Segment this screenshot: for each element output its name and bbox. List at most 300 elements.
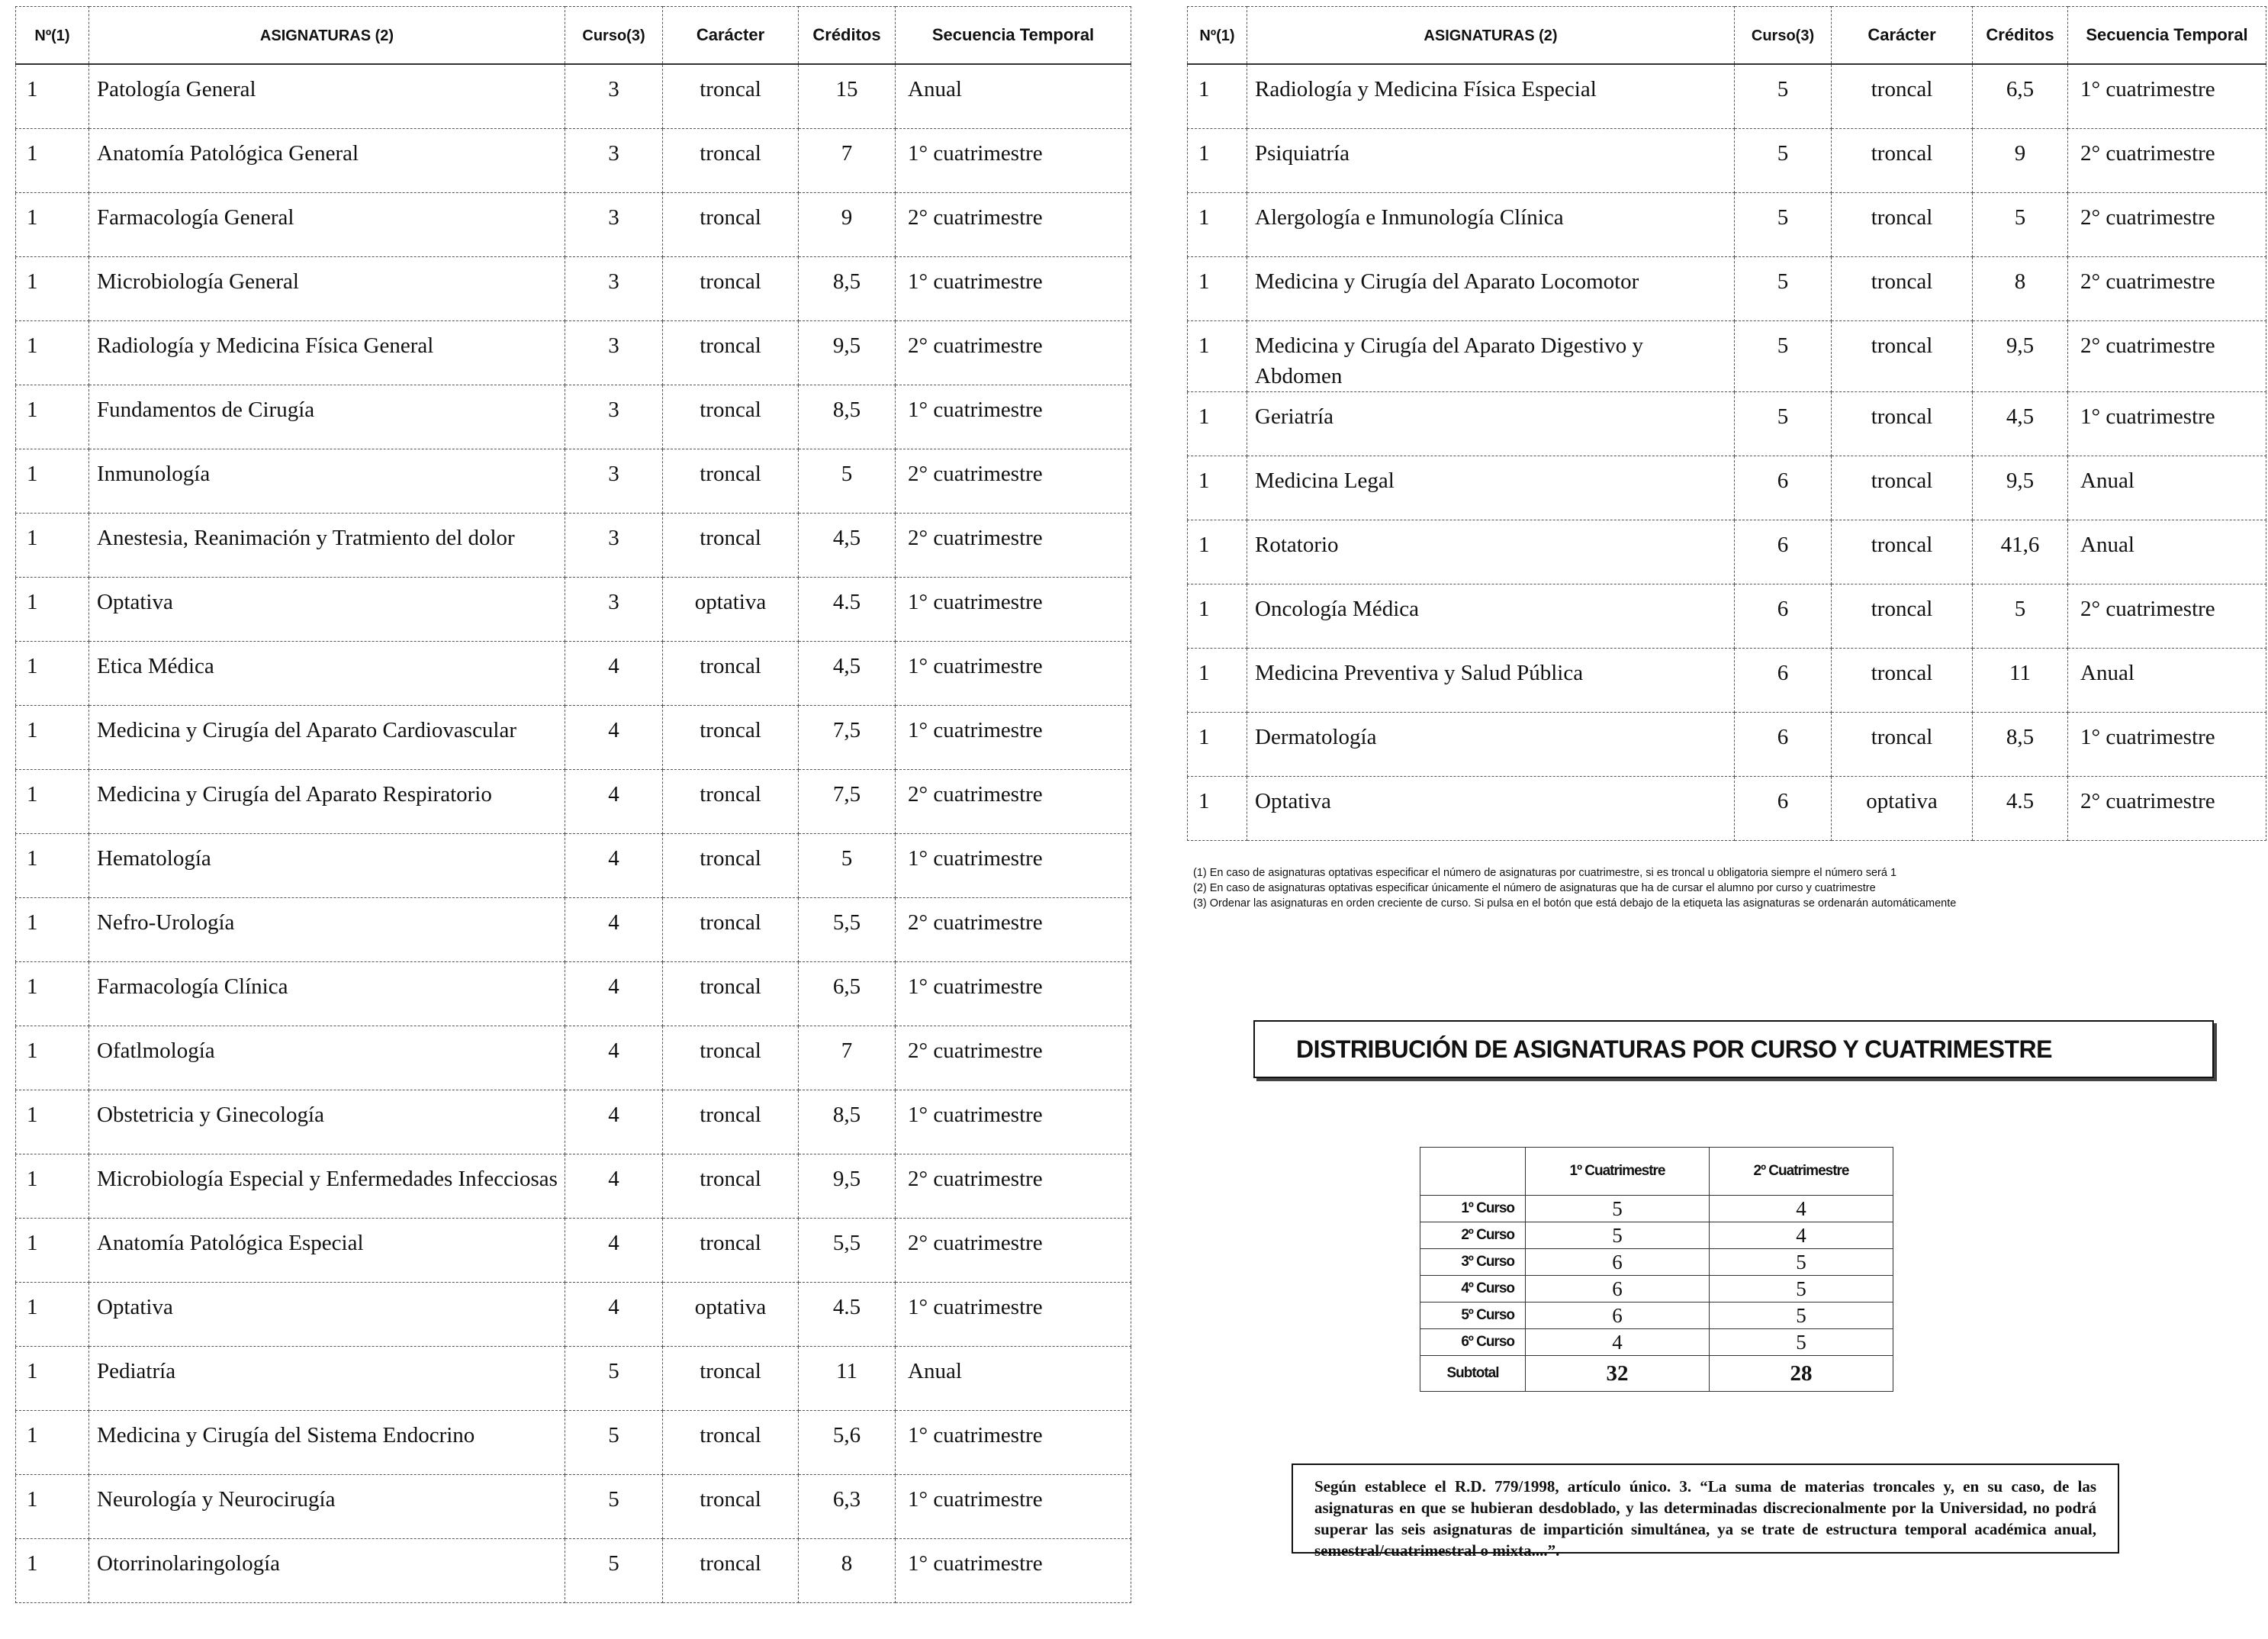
subject-creditos: 4.5 <box>799 577 896 641</box>
count-c2: 5 <box>1710 1303 1893 1329</box>
subject-creditos: 7 <box>799 1026 896 1090</box>
table-row <box>1188 776 2266 840</box>
distribution-row <box>1420 1249 1893 1276</box>
subject-caracter: troncal <box>663 833 799 897</box>
footnote-1: (1) En caso de asignaturas optativas especificar el número de asignaturas por cuatrimestre, si es troncal u obligatoria siempre el número será 1 <box>1193 867 1897 879</box>
subject-creditos: 9,5 <box>1973 456 2068 520</box>
row-number: 1 <box>1188 648 1247 712</box>
subject-caracter: troncal <box>663 897 799 961</box>
subject-caracter: troncal <box>663 705 799 769</box>
table-row <box>16 1090 1131 1154</box>
subject-creditos: 8,5 <box>799 385 896 449</box>
subject-secuencia: Anual <box>896 1346 1131 1410</box>
subject-creditos: 6,5 <box>799 961 896 1026</box>
subject-secuencia: 2° cuatrimestre <box>896 897 1131 961</box>
subject-curso: 4 <box>565 1282 663 1346</box>
count-c1: 5 <box>1526 1222 1710 1249</box>
subject-name: Psiquiatría <box>1247 128 1735 192</box>
subject-caracter: troncal <box>1832 584 1973 648</box>
subject-caracter: optativa <box>663 1282 799 1346</box>
count-c2: 5 <box>1710 1249 1893 1276</box>
subject-curso: 4 <box>565 769 663 833</box>
subject-name: Medicina y Cirugía del Sistema Endocrino <box>89 1410 565 1474</box>
subject-curso: 3 <box>565 256 663 320</box>
table-row <box>16 385 1131 449</box>
subject-name: Nefro-Urología <box>89 897 565 961</box>
subject-caracter: optativa <box>1832 776 1973 840</box>
subject-name: Otorrinolaringología <box>89 1538 565 1602</box>
subject-name: Alergología e Inmunología Clínica <box>1247 192 1735 256</box>
subject-curso: 6 <box>1735 712 1832 776</box>
course-label: 3º Curso <box>1420 1249 1526 1276</box>
subject-curso: 4 <box>565 641 663 705</box>
subject-creditos: 8 <box>1973 256 2068 320</box>
row-number: 1 <box>1188 64 1247 128</box>
table-row <box>16 1346 1131 1410</box>
subject-caracter: troncal <box>663 513 799 577</box>
subject-curso: 6 <box>1735 456 1832 520</box>
table-row <box>1188 320 2266 391</box>
table-row <box>16 1538 1131 1602</box>
left-subjects-table <box>15 6 1131 1603</box>
subject-secuencia: 2° cuatrimestre <box>896 1026 1131 1090</box>
subject-caracter: troncal <box>1832 712 1973 776</box>
subject-creditos: 9 <box>799 192 896 256</box>
table-row <box>1188 192 2266 256</box>
subtotal-label: Subtotal <box>1420 1356 1526 1392</box>
row-number: 1 <box>16 833 89 897</box>
subject-secuencia: 1° cuatrimestre <box>896 1474 1131 1538</box>
table-row <box>1188 64 2266 128</box>
subject-caracter: troncal <box>1832 64 1973 128</box>
subject-secuencia: 1° cuatrimestre <box>896 128 1131 192</box>
subject-secuencia: 2° cuatrimestre <box>896 1154 1131 1218</box>
footnote-3: (3) Ordenar las asignaturas en orden creciente de curso. Si pulsa en el botón que está debajo de la etiqueta las asignaturas se ordenarán automáticamente <box>1193 897 1957 910</box>
subject-caracter: troncal <box>663 1218 799 1282</box>
distribution-row <box>1420 1222 1893 1249</box>
subject-curso: 5 <box>1735 391 1832 456</box>
row-number: 1 <box>16 1410 89 1474</box>
subject-caracter: troncal <box>663 1410 799 1474</box>
header-creditos: Créditos <box>1973 7 2068 65</box>
subject-secuencia: 2° cuatrimestre <box>2068 584 2266 648</box>
subject-creditos: 4,5 <box>799 513 896 577</box>
table-row <box>1188 391 2266 456</box>
subject-name: Radiología y Medicina Física Especial <box>1247 64 1735 128</box>
subject-caracter: troncal <box>663 192 799 256</box>
table-row <box>16 256 1131 320</box>
table-row <box>16 769 1131 833</box>
distribution-header-row <box>1420 1148 1893 1196</box>
table-row <box>1188 520 2266 584</box>
row-number: 1 <box>16 705 89 769</box>
table-row <box>1188 256 2266 320</box>
subject-curso: 3 <box>565 577 663 641</box>
course-label: 4º Curso <box>1420 1276 1526 1303</box>
subject-creditos: 4.5 <box>1973 776 2068 840</box>
row-number: 1 <box>1188 776 1247 840</box>
subject-secuencia: 1° cuatrimestre <box>2068 391 2266 456</box>
subject-creditos: 5,5 <box>799 897 896 961</box>
table-row <box>16 1026 1131 1090</box>
subject-name: Microbiología General <box>89 256 565 320</box>
subject-secuencia: 1° cuatrimestre <box>896 256 1131 320</box>
row-number: 1 <box>1188 128 1247 192</box>
subject-name: Oncología Médica <box>1247 584 1735 648</box>
count-c2: 5 <box>1710 1276 1893 1303</box>
subject-curso: 3 <box>565 513 663 577</box>
subject-creditos: 7 <box>799 128 896 192</box>
subject-secuencia: Anual <box>2068 520 2266 584</box>
subject-secuencia: Anual <box>896 64 1131 128</box>
subject-secuencia: 2° cuatrimestre <box>896 513 1131 577</box>
table-row <box>16 577 1131 641</box>
row-number: 1 <box>16 128 89 192</box>
row-number: 1 <box>16 513 89 577</box>
subject-curso: 5 <box>565 1538 663 1602</box>
subject-creditos: 8,5 <box>799 256 896 320</box>
subject-curso: 4 <box>565 897 663 961</box>
table-row <box>1188 712 2266 776</box>
row-number: 1 <box>1188 520 1247 584</box>
table-row <box>16 1410 1131 1474</box>
row-number: 1 <box>1188 712 1247 776</box>
row-number: 1 <box>16 1538 89 1602</box>
subject-secuencia: 2° cuatrimestre <box>896 449 1131 513</box>
subject-secuencia: 1° cuatrimestre <box>896 961 1131 1026</box>
row-number: 1 <box>16 1282 89 1346</box>
table-row <box>16 833 1131 897</box>
subject-creditos: 8,5 <box>799 1090 896 1154</box>
subject-caracter: troncal <box>663 1154 799 1218</box>
course-label: 2º Curso <box>1420 1222 1526 1249</box>
subject-creditos: 7,5 <box>799 705 896 769</box>
subject-name: Medicina Preventiva y Salud Pública <box>1247 648 1735 712</box>
subject-curso: 6 <box>1735 648 1832 712</box>
subject-name: Medicina y Cirugía del Aparato Respiratorio <box>89 769 565 833</box>
count-c1: 4 <box>1526 1329 1710 1356</box>
subject-creditos: 15 <box>799 64 896 128</box>
subtotal-c2: 28 <box>1710 1356 1893 1392</box>
subject-curso: 5 <box>1735 64 1832 128</box>
count-c2: 4 <box>1710 1196 1893 1222</box>
subject-curso: 5 <box>565 1410 663 1474</box>
distribution-body <box>1420 1196 1893 1356</box>
subject-secuencia: Anual <box>2068 648 2266 712</box>
subject-curso: 6 <box>1735 776 1832 840</box>
count-c1: 6 <box>1526 1303 1710 1329</box>
table-row <box>1188 128 2266 192</box>
subject-name: Anestesia, Reanimación y Tratmiento del dolor <box>89 513 565 577</box>
subject-creditos: 8 <box>799 1538 896 1602</box>
subject-secuencia: 1° cuatrimestre <box>896 1282 1131 1346</box>
header-caracter: Carácter <box>663 7 799 65</box>
subject-name: Neurología y Neurocirugía <box>89 1474 565 1538</box>
distribution-subtotal-row <box>1420 1356 1893 1392</box>
subject-secuencia: 1° cuatrimestre <box>896 833 1131 897</box>
row-number: 1 <box>16 1474 89 1538</box>
distribution-row <box>1420 1276 1893 1303</box>
row-number: 1 <box>16 1154 89 1218</box>
subject-creditos: 8,5 <box>1973 712 2068 776</box>
subject-caracter: troncal <box>663 128 799 192</box>
header-secuencia: Secuencia Temporal <box>896 7 1131 65</box>
subject-secuencia: 1° cuatrimestre <box>896 1410 1131 1474</box>
subject-creditos: 4,5 <box>799 641 896 705</box>
course-label: 1º Curso <box>1420 1196 1526 1222</box>
row-number: 1 <box>1188 584 1247 648</box>
footnote-2: (2) En caso de asignaturas optativas especificar únicamente el número de asignaturas que ha de cursar el alumno por curso y cuatrimestre <box>1193 882 1876 894</box>
subject-curso: 6 <box>1735 520 1832 584</box>
subject-name: Anatomía Patológica General <box>89 128 565 192</box>
distribution-col-2: 2º Cuatrimestre <box>1710 1148 1893 1196</box>
subject-caracter: troncal <box>1832 520 1973 584</box>
subject-caracter: troncal <box>663 64 799 128</box>
subject-creditos: 41,6 <box>1973 520 2068 584</box>
subject-creditos: 4,5 <box>1973 391 2068 456</box>
subject-curso: 6 <box>1735 584 1832 648</box>
subject-secuencia: 1° cuatrimestre <box>2068 712 2266 776</box>
subject-caracter: troncal <box>1832 256 1973 320</box>
row-number: 1 <box>16 1090 89 1154</box>
subject-name: Etica Médica <box>89 641 565 705</box>
subject-name: Optativa <box>1247 776 1735 840</box>
row-number: 1 <box>16 1218 89 1282</box>
subject-creditos: 5,5 <box>799 1218 896 1282</box>
right-table-body <box>1188 64 2266 840</box>
table-row <box>16 1154 1131 1218</box>
distribution-table <box>1420 1147 1893 1392</box>
row-number: 1 <box>16 449 89 513</box>
subject-secuencia: 2° cuatrimestre <box>2068 128 2266 192</box>
distribution-col-1: 1º Cuatrimestre <box>1526 1148 1710 1196</box>
subject-curso: 3 <box>565 128 663 192</box>
header-asignaturas: ASIGNATURAS (2) <box>1247 7 1735 65</box>
table-row <box>1188 648 2266 712</box>
subject-caracter: troncal <box>663 961 799 1026</box>
row-number: 1 <box>16 64 89 128</box>
course-label: 5º Curso <box>1420 1303 1526 1329</box>
subject-name: Medicina Legal <box>1247 456 1735 520</box>
subject-caracter: troncal <box>1832 456 1973 520</box>
subject-creditos: 7,5 <box>799 769 896 833</box>
subject-name: Medicina y Cirugía del Aparato Locomotor <box>1247 256 1735 320</box>
subject-caracter: troncal <box>1832 391 1973 456</box>
subject-secuencia: 2° cuatrimestre <box>896 192 1131 256</box>
subject-name: Radiología y Medicina Física General <box>89 320 565 385</box>
header-curso: Curso(3) <box>1735 7 1832 65</box>
subtotal-c1: 32 <box>1526 1356 1710 1392</box>
row-number: 1 <box>16 769 89 833</box>
row-number: 1 <box>16 641 89 705</box>
subject-caracter: troncal <box>663 449 799 513</box>
subject-creditos: 11 <box>799 1346 896 1410</box>
table-row <box>16 320 1131 385</box>
subject-curso: 3 <box>565 192 663 256</box>
subject-caracter: troncal <box>663 256 799 320</box>
table-row <box>16 641 1131 705</box>
table-row <box>16 513 1131 577</box>
subject-secuencia: 1° cuatrimestre <box>896 1538 1131 1602</box>
header-num: Nº(1) <box>16 7 89 65</box>
header-secuencia: Secuencia Temporal <box>2068 7 2266 65</box>
subject-caracter: troncal <box>663 1474 799 1538</box>
table-row <box>16 1282 1131 1346</box>
subject-name: Anatomía Patológica Especial <box>89 1218 565 1282</box>
table-row <box>16 961 1131 1026</box>
subject-creditos: 4.5 <box>799 1282 896 1346</box>
row-number: 1 <box>16 1346 89 1410</box>
subject-curso: 4 <box>565 833 663 897</box>
subject-creditos: 11 <box>1973 648 2068 712</box>
table-row <box>16 1474 1131 1538</box>
row-number: 1 <box>16 320 89 385</box>
distribution-title-box <box>1253 1020 2214 1078</box>
subject-secuencia: 2° cuatrimestre <box>896 1218 1131 1282</box>
distribution-row <box>1420 1303 1893 1329</box>
subject-curso: 5 <box>1735 320 1832 391</box>
subject-secuencia: 2° cuatrimestre <box>2068 192 2266 256</box>
subject-creditos: 9,5 <box>799 1154 896 1218</box>
subject-name: Farmacología Clínica <box>89 961 565 1026</box>
course-label: 6º Curso <box>1420 1329 1526 1356</box>
subject-secuencia: 2° cuatrimestre <box>2068 776 2266 840</box>
distribution-row <box>1420 1196 1893 1222</box>
subject-caracter: troncal <box>663 641 799 705</box>
header-caracter: Carácter <box>1832 7 1973 65</box>
subject-caracter: troncal <box>663 1090 799 1154</box>
table-row <box>16 128 1131 192</box>
row-number: 1 <box>16 256 89 320</box>
distribution-corner-cell <box>1420 1148 1526 1196</box>
subject-curso: 4 <box>565 1154 663 1218</box>
subject-caracter: troncal <box>663 1026 799 1090</box>
subject-secuencia: 2° cuatrimestre <box>896 769 1131 833</box>
row-number: 1 <box>1188 320 1247 391</box>
count-c1: 5 <box>1526 1196 1710 1222</box>
subject-creditos: 9 <box>1973 128 2068 192</box>
subject-name: Hematología <box>89 833 565 897</box>
subject-name: Dermatología <box>1247 712 1735 776</box>
table-row <box>16 705 1131 769</box>
table-row <box>16 449 1131 513</box>
row-number: 1 <box>1188 192 1247 256</box>
count-c1: 6 <box>1526 1249 1710 1276</box>
subject-caracter: troncal <box>1832 192 1973 256</box>
subject-name: Patología General <box>89 64 565 128</box>
subject-name: Obstetricia y Ginecología <box>89 1090 565 1154</box>
header-num: Nº(1) <box>1188 7 1247 65</box>
header-row <box>16 7 1131 65</box>
subject-caracter: troncal <box>1832 648 1973 712</box>
subject-curso: 5 <box>565 1346 663 1410</box>
header-creditos: Créditos <box>799 7 896 65</box>
subject-secuencia: Anual <box>2068 456 2266 520</box>
subject-curso: 4 <box>565 705 663 769</box>
subject-secuencia: 1° cuatrimestre <box>896 385 1131 449</box>
subject-creditos: 5 <box>799 833 896 897</box>
subject-curso: 5 <box>565 1474 663 1538</box>
subject-curso: 4 <box>565 1218 663 1282</box>
subject-caracter: troncal <box>663 1538 799 1602</box>
row-number: 1 <box>16 1026 89 1090</box>
subject-caracter: troncal <box>663 385 799 449</box>
subject-secuencia: 2° cuatrimestre <box>2068 256 2266 320</box>
subject-caracter: optativa <box>663 577 799 641</box>
subject-name: Optativa <box>89 577 565 641</box>
subject-name: Rotatorio <box>1247 520 1735 584</box>
subject-curso: 3 <box>565 64 663 128</box>
subject-creditos: 6,3 <box>799 1474 896 1538</box>
header-row <box>1188 7 2266 65</box>
subject-caracter: troncal <box>1832 320 1973 391</box>
subject-secuencia: 1° cuatrimestre <box>896 577 1131 641</box>
header-asignaturas: ASIGNATURAS (2) <box>89 7 565 65</box>
subject-name: Inmunología <box>89 449 565 513</box>
row-number: 1 <box>16 897 89 961</box>
table-row <box>16 897 1131 961</box>
subject-curso: 5 <box>1735 256 1832 320</box>
subject-creditos: 5 <box>1973 192 2068 256</box>
row-number: 1 <box>1188 456 1247 520</box>
table-row <box>16 64 1131 128</box>
subject-name: Ofatlmología <box>89 1026 565 1090</box>
subject-caracter: troncal <box>663 320 799 385</box>
subject-secuencia: 1° cuatrimestre <box>896 1090 1131 1154</box>
subject-secuencia: 2° cuatrimestre <box>2068 320 2266 391</box>
header-curso: Curso(3) <box>565 7 663 65</box>
subject-creditos: 5 <box>799 449 896 513</box>
subject-curso: 4 <box>565 1026 663 1090</box>
legal-quote-box: Según establece el R.D. 779/1998, artículo único. 3. “La suma de materias troncales y, en su caso, de las asignaturas en que se hubieran desdoblado, y las determinadas discrecionalmente por la Universidad, no podrá superar las seis asignaturas de impartición simultánea, ya se trate de estructura temporal académica anual, semestral/cuatrimestral o mixta....”. <box>1292 1464 2119 1554</box>
table-row <box>1188 584 2266 648</box>
subject-secuencia: 2° cuatrimestre <box>896 320 1131 385</box>
subject-name: Optativa <box>89 1282 565 1346</box>
subject-curso: 3 <box>565 385 663 449</box>
subject-name: Microbiología Especial y Enfermedades Infecciosas <box>89 1154 565 1218</box>
subject-curso: 3 <box>565 449 663 513</box>
distribution-title: DISTRIBUCIÓN DE ASIGNATURAS POR CURSO Y CUATRIMESTRE <box>1296 1035 2052 1063</box>
subject-caracter: troncal <box>663 1346 799 1410</box>
subject-name: Farmacología General <box>89 192 565 256</box>
subject-creditos: 5,6 <box>799 1410 896 1474</box>
table-row <box>16 192 1131 256</box>
subject-creditos: 9,5 <box>1973 320 2068 391</box>
subject-name: Medicina y Cirugía del Aparato Digestivo y Abdomen <box>1247 320 1735 391</box>
table-row <box>1188 456 2266 520</box>
count-c2: 4 <box>1710 1222 1893 1249</box>
row-number: 1 <box>16 385 89 449</box>
subject-caracter: troncal <box>663 769 799 833</box>
subject-name: Fundamentos de Cirugía <box>89 385 565 449</box>
distribution-row <box>1420 1329 1893 1356</box>
subject-caracter: troncal <box>1832 128 1973 192</box>
row-number: 1 <box>1188 391 1247 456</box>
footnotes <box>1193 865 2261 911</box>
table-row <box>16 1218 1131 1282</box>
subject-curso: 5 <box>1735 128 1832 192</box>
subject-curso: 4 <box>565 961 663 1026</box>
count-c1: 6 <box>1526 1276 1710 1303</box>
subject-name: Geriatría <box>1247 391 1735 456</box>
count-c2: 5 <box>1710 1329 1893 1356</box>
subject-secuencia: 1° cuatrimestre <box>2068 64 2266 128</box>
right-subjects-table <box>1187 6 2266 841</box>
subject-name: Pediatría <box>89 1346 565 1410</box>
subject-curso: 5 <box>1735 192 1832 256</box>
subject-creditos: 6,5 <box>1973 64 2068 128</box>
subject-curso: 4 <box>565 1090 663 1154</box>
